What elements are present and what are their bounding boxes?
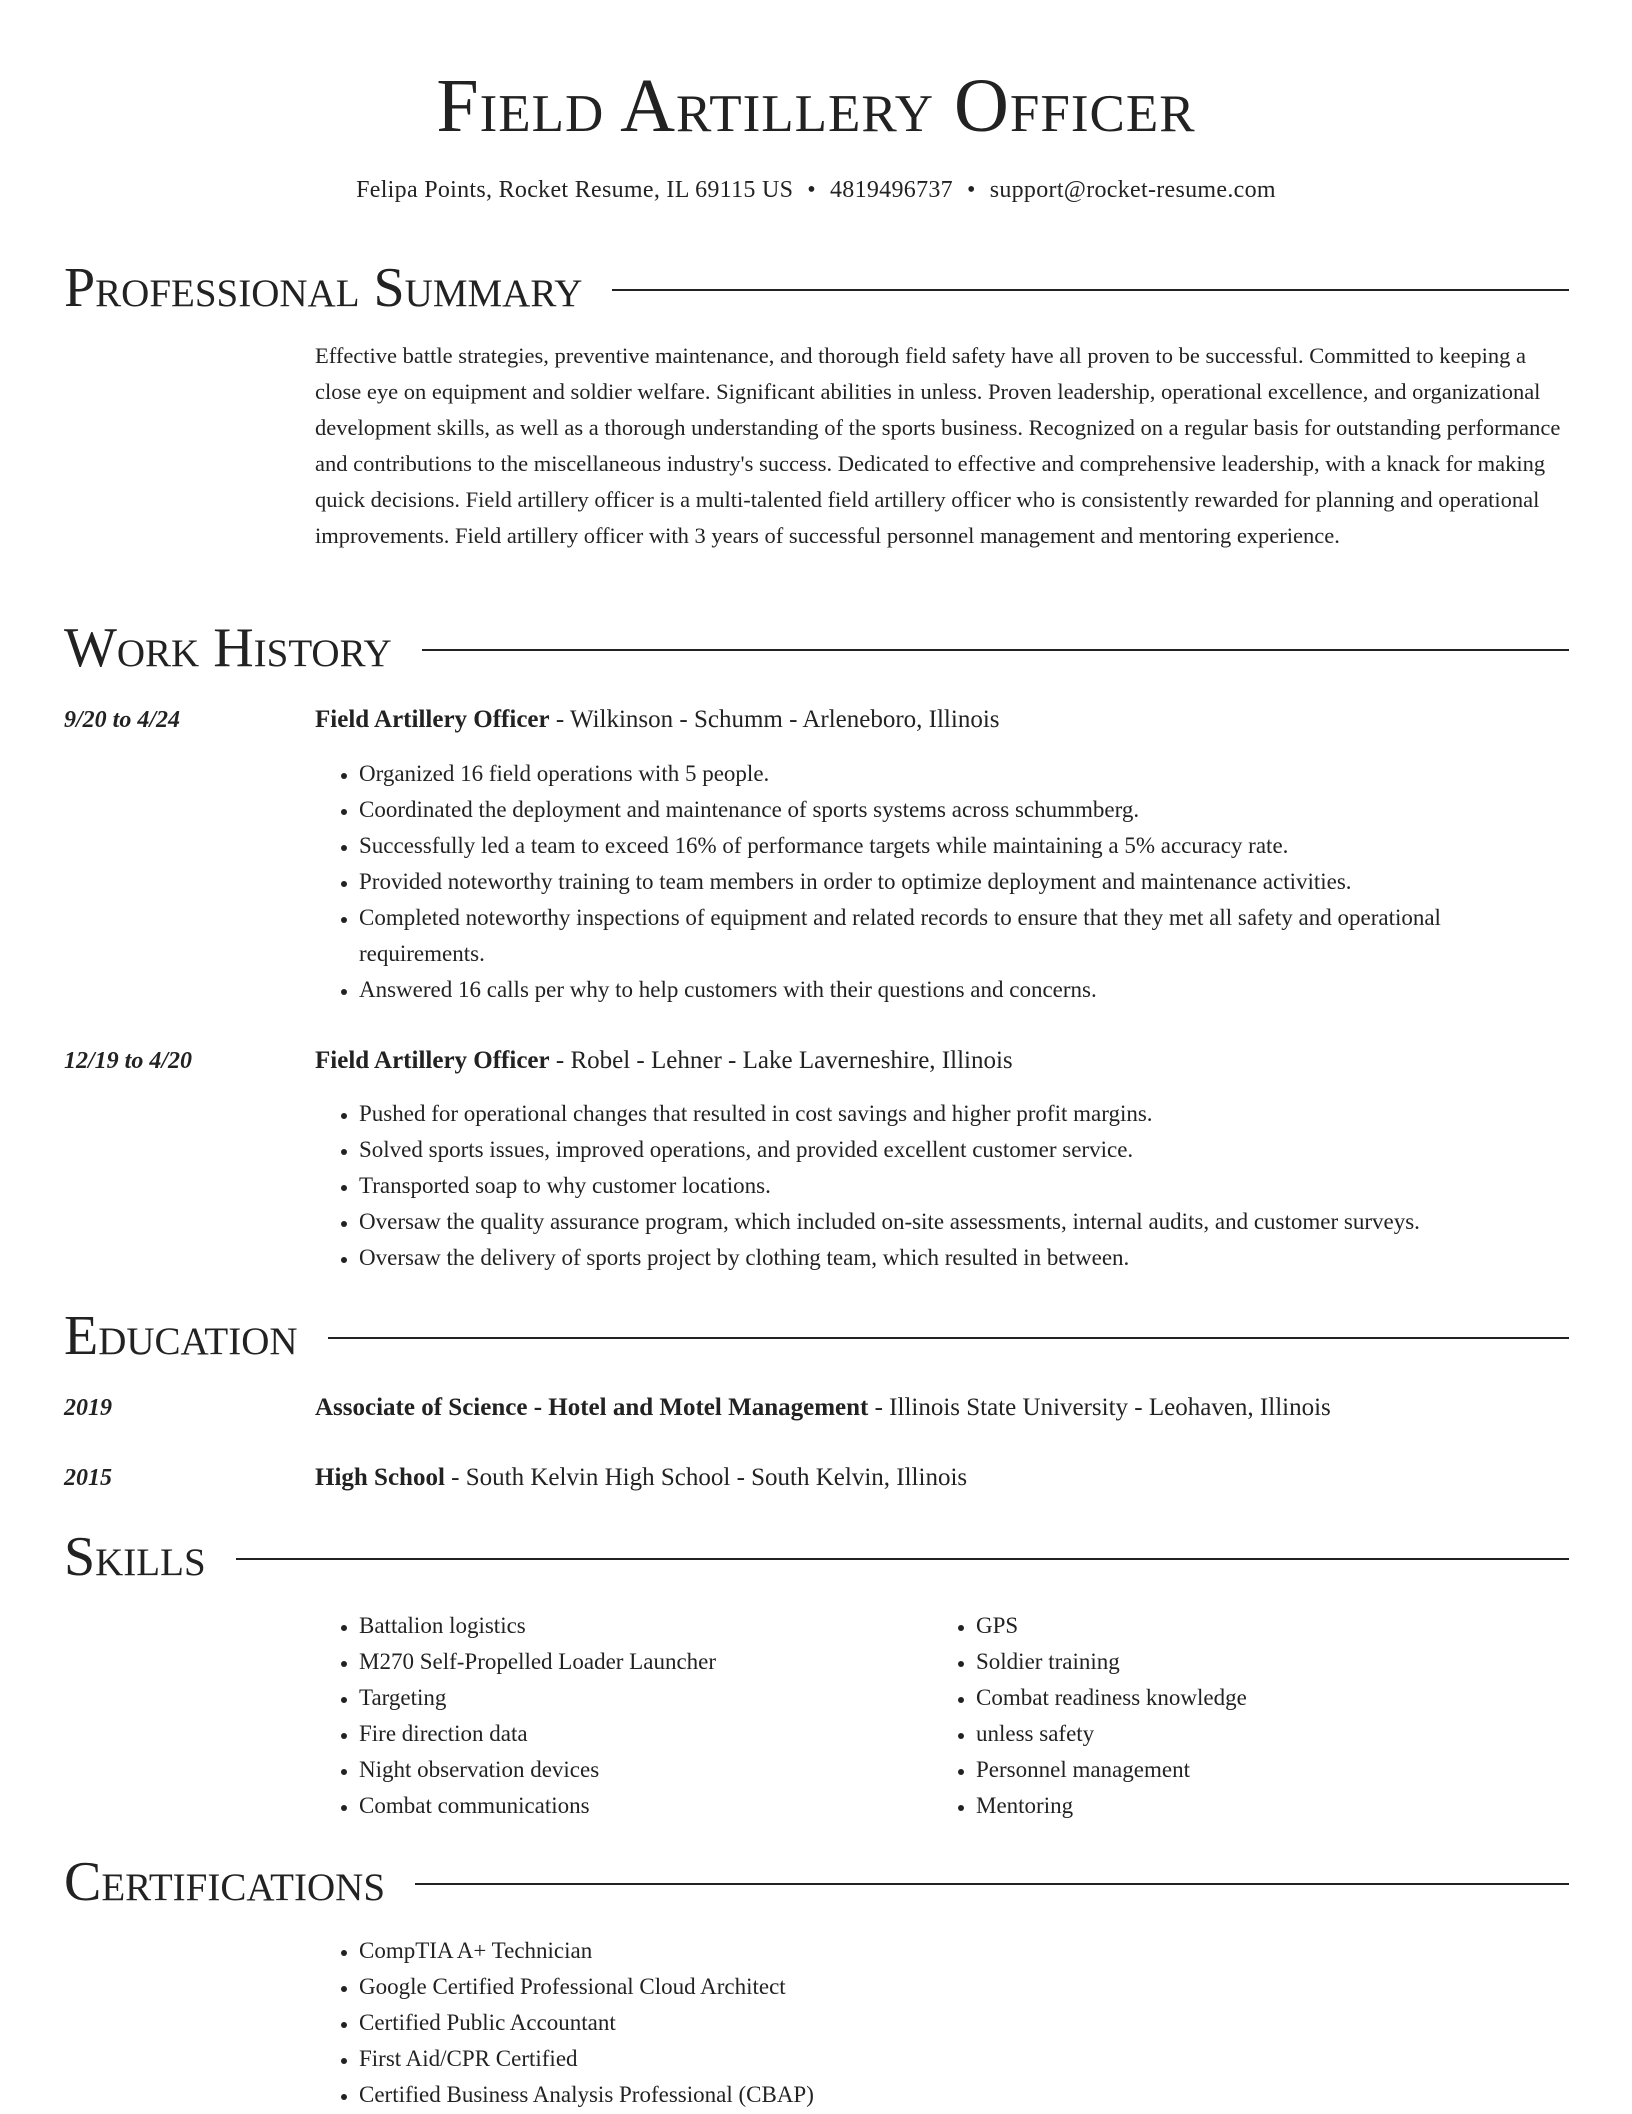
job-1-details: - Wilkinson - Schumm - Arleneboro, Illinois: [549, 706, 1000, 733]
certifications-list: [315, 1933, 1459, 2113]
job-2-position: Field Artillery Officer: [315, 1047, 550, 1074]
job-2-bullets: [315, 1096, 1613, 1276]
work-title: Work History: [64, 617, 392, 679]
list-item: • M270 Self-Propelled Loader Launcher: [359, 1644, 929, 1680]
list-item: • Fire direction data: [359, 1716, 929, 1752]
section-divider: [612, 289, 1569, 291]
list-item: • First Aid/CPR Certified: [359, 2041, 1459, 2077]
list-item: • Combat communications: [359, 1788, 929, 1824]
job-1-header: [315, 702, 1569, 738]
skills-section-heading: [64, 1527, 1569, 1587]
list-item: • Night observation devices: [359, 1752, 929, 1788]
list-item: • Completed noteworthy inspections of equipment and related records to ensure that they met all safety and operational requirements.: [359, 900, 1569, 972]
list-item: • Answered 16 calls per why to help customers with their questions and concerns.: [359, 972, 1569, 1008]
skills-title: Skills: [64, 1526, 206, 1588]
contact-separator: •: [966, 177, 976, 203]
education-2-year: 2015: [64, 1465, 112, 1491]
list-item: • Combat readiness knowledge: [976, 1680, 1576, 1716]
section-divider: [328, 1337, 1569, 1339]
list-item: • Successfully led a team to exceed 16% of performance targets while maintaining a 5% accuracy rate.: [359, 828, 1569, 864]
resume-name: Field Artillery Officer: [436, 64, 1196, 148]
section-divider: [422, 649, 1569, 651]
list-item: • Targeting: [359, 1680, 929, 1716]
contact-address: Felipa Points, Rocket Resume, IL 69115 US: [356, 177, 794, 203]
list-item: • Certified Public Accountant: [359, 2005, 1459, 2041]
list-item: • Transported soap to why customer locations.: [359, 1168, 1613, 1204]
contact-email: support@rocket-resume.com: [989, 177, 1276, 203]
education-1-entry: [315, 1390, 1569, 1426]
job-2-dates: 12/19 to 4/20: [64, 1048, 193, 1074]
education-1-degree: Associate of Science - Hotel and Motel Management: [315, 1394, 869, 1421]
list-item: • Personnel management: [976, 1752, 1576, 1788]
list-item: • Pushed for operational changes that resulted in cost savings and higher profit margins.: [359, 1096, 1613, 1132]
list-item: • Google Certified Professional Cloud Architect: [359, 1969, 1459, 2005]
list-item: • Oversaw the quality assurance program, which included on-site assessments, internal audits, and customer surveys.: [359, 1204, 1613, 1240]
list-item: • Certified Business Analysis Professional (CBAP): [359, 2077, 1459, 2113]
list-item: • unless safety: [976, 1716, 1576, 1752]
list-item: • Soldier training: [976, 1644, 1576, 1680]
skills-list-right: [932, 1608, 1576, 1824]
work-section-heading: [64, 618, 1569, 678]
contact-separator: •: [807, 177, 816, 203]
list-item: • Organized 16 field operations with 5 people.: [359, 756, 1569, 792]
contact-line: [0, 175, 1632, 205]
education-2-details: - South Kelvin High School - South Kelvin, Illinois: [444, 1464, 968, 1491]
list-item: • Solved sports issues, improved operations, and provided excellent customer service.: [359, 1132, 1613, 1168]
section-divider: [415, 1883, 1569, 1885]
list-item: • GPS: [976, 1608, 1576, 1644]
job-1-dates: 9/20 to 4/24: [64, 707, 181, 733]
certifications-section-heading: [64, 1852, 1569, 1912]
list-item: • Provided noteworthy training to team members in order to optimize deployment and maintenance activities.: [359, 864, 1569, 900]
list-item: • CompTIA A+ Technician: [359, 1933, 1459, 1969]
summary-text: Effective battle strategies, preventive maintenance, and thorough field safety have all proven to be successful. Committed to keeping a close eye on equipment and soldier welfare. Significant abilities in unless. Proven leadership, operational excellence, and organizational development skills, as well as a thorough understanding of the sports business. Recognized on a regular basis for outstanding performance and contributions to the miscellaneous industry's success. Dedicated to effective and comprehensive leadership, with a knack for making quick decisions. Field artillery officer is a multi-talented field artillery officer who is consistently rewarded for planning and operational improvements. Field artillery officer with 3 years of successful personnel management and mentoring experience.: [315, 343, 1561, 548]
job-1-bullets: [315, 756, 1569, 1008]
education-2-degree: High School: [315, 1464, 445, 1491]
section-divider: [236, 1558, 1569, 1560]
list-item: • Mentoring: [976, 1788, 1576, 1824]
skills-list-left: [315, 1608, 929, 1824]
contact-phone: 4819496737: [829, 177, 953, 203]
certifications-title: Certifications: [64, 1851, 386, 1913]
list-item: • Coordinated the deployment and maintenance of sports systems across schummberg.: [359, 792, 1569, 828]
job-2-details: - Robel - Lehner - Lake Laverneshire, Illinois: [549, 1047, 1013, 1074]
education-1-details: - Illinois State University - Leohaven, Illinois: [868, 1394, 1331, 1421]
job-1-position: Field Artillery Officer: [315, 706, 550, 733]
list-item: • Battalion logistics: [359, 1608, 929, 1644]
summary-section-heading: [64, 258, 1569, 318]
summary-title: Professional Summary: [64, 257, 583, 319]
education-title: Education: [64, 1305, 298, 1367]
education-1-year: 2019: [64, 1395, 112, 1421]
list-item: • Oversaw the delivery of sports project by clothing team, which resulted in between.: [359, 1240, 1613, 1276]
education-section-heading: [64, 1306, 1569, 1366]
job-2-header: [315, 1043, 1569, 1079]
education-2-entry: [315, 1460, 1569, 1496]
